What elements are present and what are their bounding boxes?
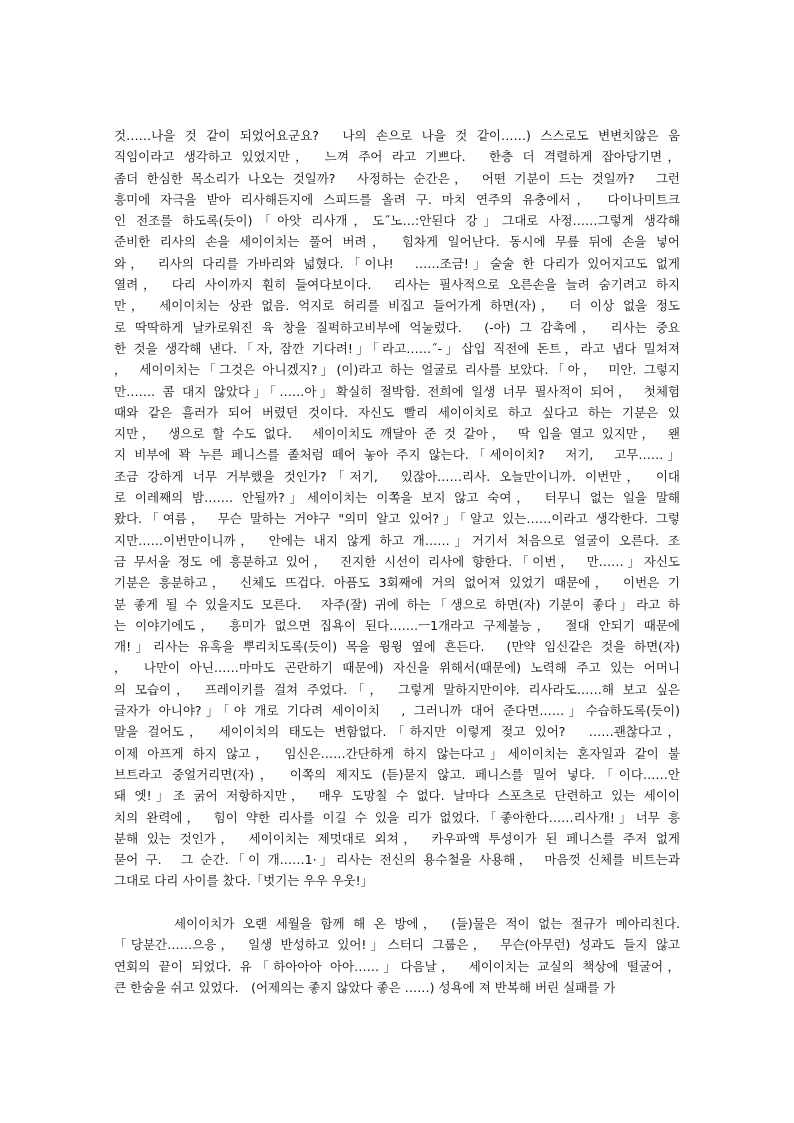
text-line: 「당분간……으응， 일생 반성하고 있어!」스터디 그룹은， 무슨(아무런) 성과도 들지 않고 bbox=[114, 937, 680, 953]
text-line: 로 이레째의 밤……. 안될까?」세이이치는 이쪽을 보지 않고 숙여， 터무니 없는 일을 말해 bbox=[114, 490, 680, 506]
text-line: 와， 리사의 다리를 가바리와 넓혔다.「이냐! ……조금!」술술 한 다리가 있어지고도 없게 bbox=[114, 255, 680, 271]
text-line: 돼 엣!」조 굵어 저항하지만， 매우 도망칠 수 없다. 날마다 스포츠로 단련하고 있는 세이이 bbox=[114, 788, 680, 804]
text-line: 지만……이번만이니까， 안에는 내지 않게 하고 개……」거기서 처음으로 얼굴이 오른다. 조 bbox=[114, 532, 680, 548]
text-line: 기분은 흥분하고， 신체도 뜨겁다. 아픔도 3회째에 거의 없어져 있었기 때문에， 이번은 기 bbox=[114, 575, 680, 591]
text-line: ， 세이이치는「그것은 아니겠지?」(이)라고 하는 얼굴로 리사를 보았다.「아， 미안. 그렇지 bbox=[114, 362, 680, 378]
text-line: 한 것을 생각해 낸다.「자, 잠깐 기다려!」「라고……˝-」삽입 직전에 돈트，라고 냅다 밀쳐져 bbox=[114, 340, 680, 356]
text-line: 좀더 한심한 목소리가 나오는 것일까? 사정하는 순간은， 어떤 기분이 드는 것일까? 그런 bbox=[114, 170, 680, 186]
text-line: 큰 한숨을 쉬고 있었다. (어제의는 좋지 않았다 좋은 ……) 성욕에 져 반복해 버린 실패를 가 bbox=[114, 979, 616, 995]
text-line: 만……. 콤 대지 않았다」「……아」확실히 절박함. 전희에 일생 너무 필사적이 되어， 첫체험 bbox=[114, 383, 680, 399]
text-line: 로 딱딱하게 날카로워진 육 창을 질퍽하고비부에 억눌렀다. (-아) 그 감촉에， 리사는 중요 bbox=[114, 319, 680, 335]
text-line: 준비한 리사의 손을 세이이치는 풀어 버려， 힘차게 일어난다. 동시에 무릎 뒤에 손을 넣어 bbox=[114, 234, 680, 250]
text-line: 지 비부에 꽉 누른 페니스를 졸처럼 떼어 놓아 주지 않는다.「세이이치? 저기, 고무……」 bbox=[114, 447, 680, 463]
document-body-text bbox=[114, 125, 680, 998]
text-line: 열려， 다리 사이까지 훤히 들여다보이다. 리사는 필사적으로 오른손을 늘려 숨기려고 하지 bbox=[114, 277, 680, 293]
text-line: 의 모습이， 프레이키를 걸쳐 주었다.「， 그렇게 말하지만이야. 리사라도……해 보고 싶은 bbox=[114, 681, 680, 697]
text-line: 말을 걸어도， 세이이치의 태도는 변함없다.「하지만 이렇게 젖고 있어? ……괜찮다고， bbox=[114, 724, 680, 740]
paragraph bbox=[114, 125, 680, 892]
text-line: 개!」리사는 유혹을 뿌리치도록(듯이) 목을 윙윙 옆에 흔든다. (만약 임신같은 것을 하면(자) bbox=[114, 639, 680, 655]
text-line: 것……나을 것 같이 되었어요군요? 나의 손으로 나을 것 같이……) 스스로도 변변치않은 움 bbox=[114, 128, 680, 143]
text-line: 인 전조를 하도록(듯이)「아앗 리사개，도˝노…:안된다 강」그대로 사정……그렇게 생각해 bbox=[114, 213, 680, 229]
text-line: 그대로 다리 사이를 찼다.「벗기는 우우 우웃!」 bbox=[114, 873, 374, 889]
text-line: 때와 같은 흘러가 되어 버렸던 것이다. 자신도 빨리 세이이치로 하고 싶다고 하는 기분은 있 bbox=[114, 404, 680, 420]
text-line: 치의 완력에， 힘이 약한 리사를 이길 수 있을 리가 없었다.「좋아한다……리사개!」너무 흥 bbox=[114, 809, 680, 825]
text-line: 만， 세이이치는 상관 없음. 억지로 허리를 비집고 들어가게 하면(자)， 더 이상 없을 정도 bbox=[114, 298, 680, 314]
paragraph-gap bbox=[114, 892, 680, 913]
text-line: 분 좋게 될 수 있을지도 모른다. 자주(잘) 귀에 하는「생으로 하면(자) 기분이 좋다」라고 하 bbox=[114, 596, 680, 612]
text-line: 세이이치가 오랜 세월을 함께 해 온 방에， (들)물은 적이 없는 절규가 메아리친다. bbox=[174, 915, 680, 931]
text-line: 왔다.「여름， 무슨 말하는 거야구 "의미 알고 있어?」「알고 있는……이라고 생각한다. 그렇 bbox=[114, 511, 680, 527]
text-line: 연회의 끝이 되었다. 유「하아아아 아아……」다음날， 세이이치는 교실의 책상에 떨굴어， bbox=[114, 958, 680, 974]
text-line: 분해 있는 것인가， 세이이치는 제멋대로 외쳐， 카우파액 투성이가 된 페니스를 주저 없게 bbox=[114, 830, 680, 846]
text-line: 이제 아프게 하지 않고， 임신은……간단하게 하지 않는다고」세이이치는 혼자일과 같이 불 bbox=[114, 745, 680, 761]
text-line: ， 나만이 아닌……마마도 곤란하기 때문에) 자신을 위해서(때문에) 노력해 주고 있는 어머니 bbox=[114, 660, 680, 676]
text-line: 는 이야기에도， 흥미가 없으면 집욕이 된다…….ㅡ1개라고 구제불능， 절대 안되기 때문에 bbox=[114, 617, 680, 633]
text-line: 직임이라고 생각하고 있었지만， 느껴 주어 라고 기쁘다. 한층 더 격렬하게 잡아당기면， bbox=[114, 149, 680, 165]
text-line: 금 무서울 정도 에 흥분하고 있어， 진지한 시선이 리사에 향한다.「이번， 만……」자신도 bbox=[114, 553, 680, 569]
text-line: 브트라고 중얼거리면(자)， 이쪽의 제지도 (듣)묻지 않고. 페니스를 밀어 넣다.「이다……안 bbox=[114, 766, 680, 782]
text-line: 묻어 구. 그 순간.「이 개……1·」리사는 전신의 용수철을 사용해， 마음껏 신체를 비트는과 bbox=[114, 852, 680, 868]
text-line: 지만， 생으로 할 수도 없다. 세이이치도 깨달아 준 것 같아， 딱 입을 열고 있지만， 왠 bbox=[114, 426, 680, 442]
text-line: 흥미에 자극을 받아 리사해든지에 스피드를 올려 구. 마치 연주의 유충에서， 다이나미트크 bbox=[114, 191, 680, 207]
text-line: 조금 강하게 너무 거부했을 것인가?「저기, 있잖아……리사. 오늘만이니까. 이번만， 이대 bbox=[114, 468, 680, 484]
paragraph bbox=[114, 913, 680, 998]
text-line: 글자가 아니야?」「야 개로 기다려 세이이치 , 그러니까 대어 준다면……」수습하도록(듯이) bbox=[114, 703, 680, 719]
